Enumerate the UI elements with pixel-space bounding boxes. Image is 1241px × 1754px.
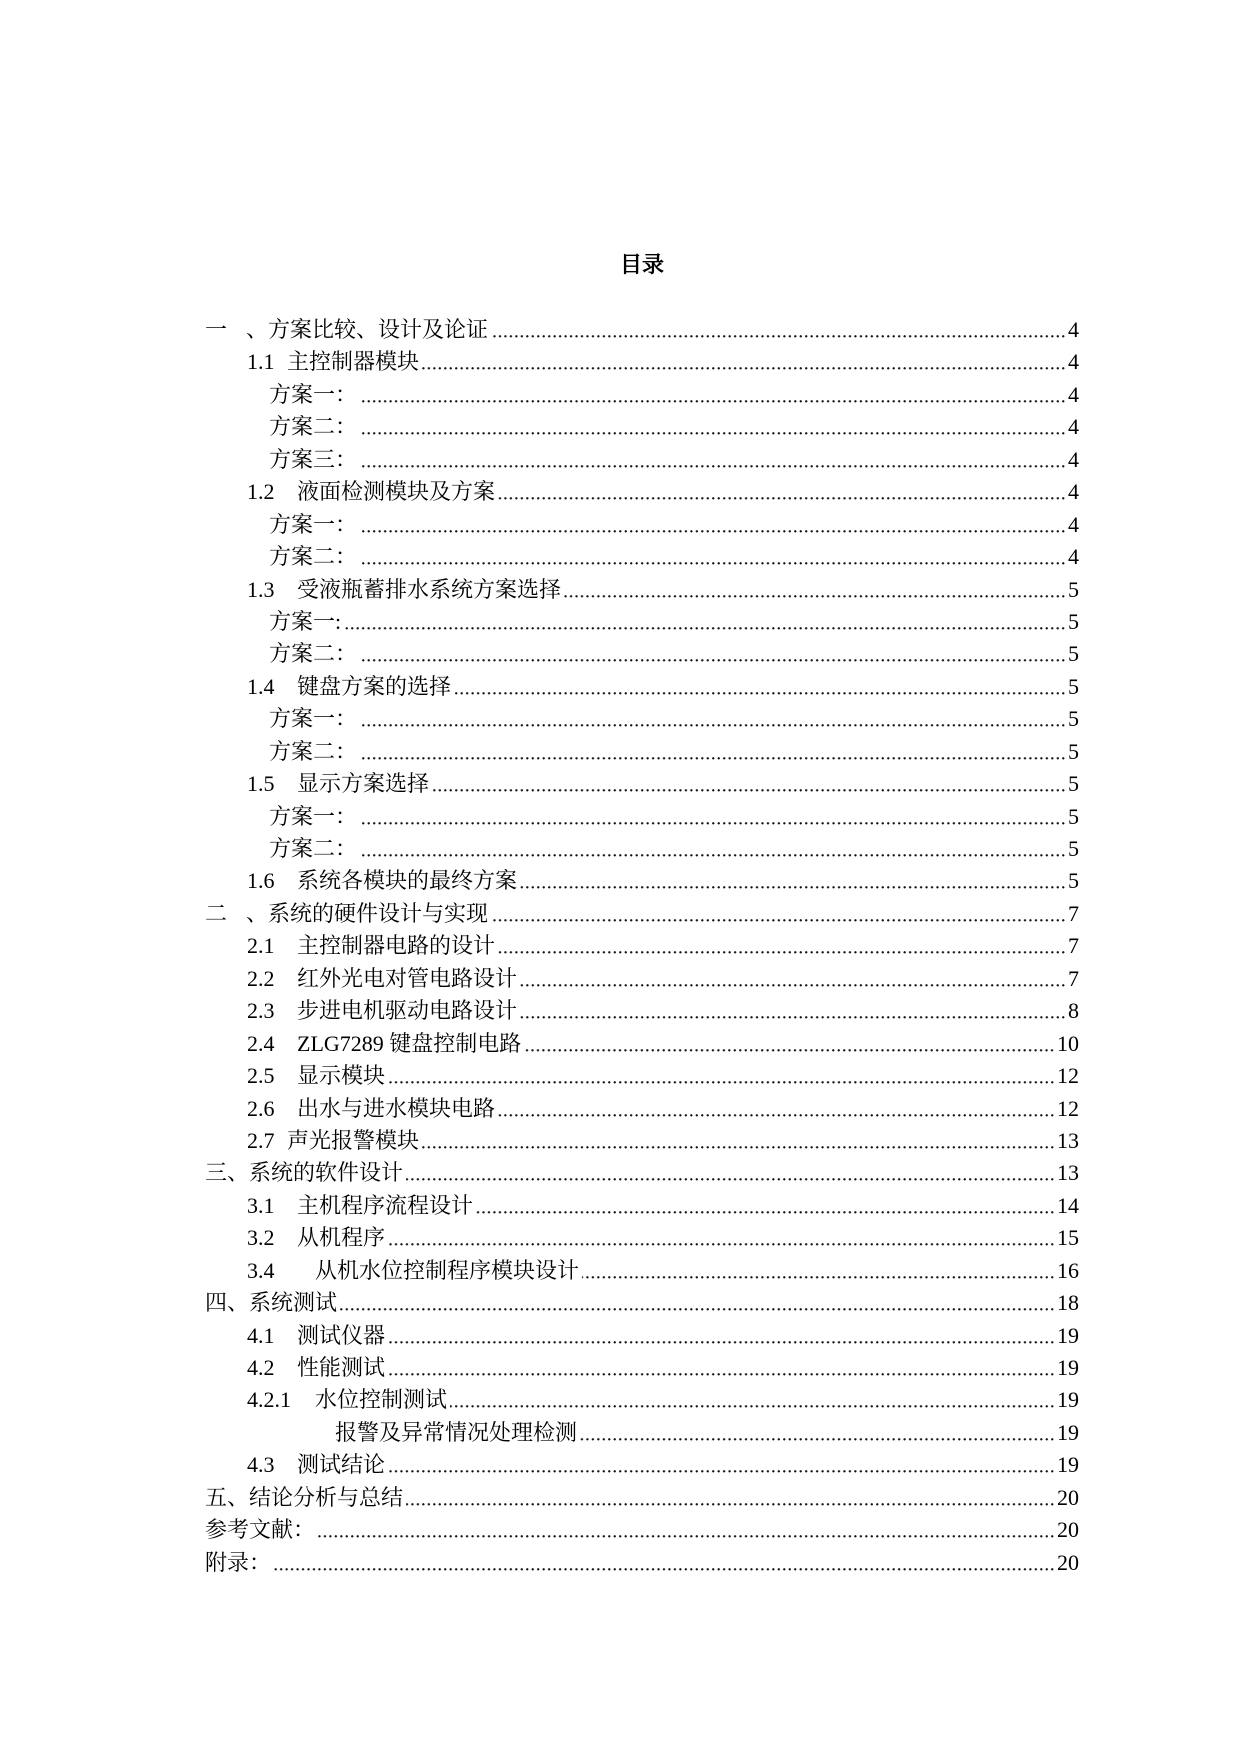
dot-leader [520, 963, 1066, 995]
toc-entry-page-number: 13 [1057, 1160, 1079, 1186]
toc-entry [205, 801, 1079, 833]
toc-entry-page-number: 5 [1068, 576, 1079, 602]
toc-entry-title: 显示方案选择 [297, 771, 430, 797]
toc-entry [205, 1287, 1079, 1319]
dot-leader [388, 1352, 1055, 1384]
toc-entry-page-number: 5 [1068, 608, 1079, 634]
toc-entry-number: 3.4 [247, 1257, 275, 1283]
toc-entry [205, 768, 1079, 800]
toc-entry-title: 报警及异常情况处理检测 [335, 1419, 578, 1445]
toc-entry-page-number: 5 [1068, 803, 1079, 829]
toc-entry-title: 系统各模块的最终方案 [297, 868, 518, 894]
toc-entry-page-number: 20 [1057, 1484, 1079, 1510]
dot-leader [582, 1255, 1055, 1287]
toc-entry-title: 、系统的硬件设计与实现 [246, 900, 489, 926]
toc-entry-page-number: 18 [1057, 1290, 1079, 1316]
toc-entry-page-number: 5 [1068, 706, 1079, 732]
toc-entry [205, 379, 1079, 411]
dot-leader [340, 1287, 1055, 1319]
toc-entry-title: 方案一: [269, 608, 342, 634]
toc-entry-page-number: 12 [1057, 1095, 1079, 1121]
toc-entry-page-number: 4 [1068, 381, 1079, 407]
dot-leader [520, 865, 1066, 897]
toc-entry [205, 671, 1079, 703]
toc-entry [205, 1352, 1079, 1384]
toc-entry [205, 963, 1079, 995]
toc-entry-title: 方案三： [269, 446, 358, 472]
toc-entry-number: 1.6 [247, 868, 275, 894]
toc-entry-page-number: 8 [1068, 998, 1079, 1024]
toc-entry [205, 833, 1079, 865]
dot-leader [524, 1028, 1055, 1060]
toc-entry [205, 1093, 1079, 1125]
toc-list [205, 314, 1079, 1579]
toc-entry-page-number: 4 [1068, 446, 1079, 472]
toc-entry-page-number: 7 [1068, 933, 1079, 959]
toc-entry-title: 主控制器模块 [287, 349, 420, 375]
toc-entry-page-number: 4 [1068, 414, 1079, 440]
toc-entry-page-number: 5 [1068, 868, 1079, 894]
toc-entry-title: 方案一： [269, 511, 358, 537]
toc-entry-title: 键盘方案的选择 [297, 673, 452, 699]
toc-entry-page-number: 10 [1057, 1030, 1079, 1056]
toc-entry [205, 898, 1079, 930]
toc-entry [205, 736, 1079, 768]
toc-entry [205, 1060, 1079, 1092]
toc-entry [205, 1255, 1079, 1287]
toc-entry [205, 541, 1079, 573]
toc-entry-page-number: 19 [1057, 1452, 1079, 1478]
dot-leader [491, 898, 1066, 930]
dot-leader [498, 476, 1066, 508]
toc-entry [205, 476, 1079, 508]
dot-leader [422, 346, 1066, 378]
toc-entry-page-number: 4 [1068, 544, 1079, 570]
dot-leader [432, 768, 1066, 800]
toc-entry-page-number: 15 [1057, 1225, 1079, 1251]
toc-entry-number: 1.5 [247, 771, 275, 797]
dot-leader [388, 1320, 1055, 1352]
toc-entry [205, 1190, 1079, 1222]
dot-leader [318, 1514, 1055, 1546]
dot-leader [360, 736, 1066, 768]
toc-entry-title: 液面检测模块及方案 [297, 479, 496, 505]
toc-entry-page-number: 5 [1068, 641, 1079, 667]
dot-leader [406, 1157, 1055, 1189]
toc-entry-page-number: 5 [1068, 738, 1079, 764]
toc-entry-page-number: 4 [1068, 349, 1079, 375]
toc-entry-title: 三、系统的软件设计 [205, 1160, 404, 1186]
dot-leader [580, 1417, 1055, 1449]
toc-entry-title: 方案二： [269, 544, 358, 570]
toc-entry-page-number: 16 [1057, 1257, 1079, 1283]
toc-entry-number: 4.2 [247, 1355, 275, 1380]
toc-entry [205, 444, 1079, 476]
toc-entry-title: 水位控制测试 [315, 1387, 448, 1413]
toc-entry-page-number: 4 [1068, 317, 1079, 342]
toc-entry [205, 1482, 1079, 1514]
toc-entry [205, 865, 1079, 897]
toc-entry-number: 2.6 [247, 1095, 275, 1121]
toc-entry-page-number: 19 [1057, 1355, 1079, 1380]
toc-entry [205, 1547, 1079, 1579]
toc-entry-number: 3.2 [247, 1225, 275, 1251]
toc-entry-title: 方案二： [269, 738, 358, 764]
toc-entry-number: 1.2 [247, 479, 275, 505]
toc-entry-page-number: 20 [1057, 1549, 1079, 1575]
dot-leader [360, 444, 1066, 476]
toc-entry [205, 1417, 1079, 1449]
toc-entry-title: 主控制器电路的设计 [297, 933, 496, 959]
toc-entry-page-number: 13 [1057, 1127, 1079, 1153]
toc-entry-number: 4.3 [247, 1452, 275, 1478]
toc-entry-title: 参考文献： [205, 1517, 316, 1543]
toc-entry-title: 从机程序 [297, 1225, 386, 1251]
toc-entry [205, 1157, 1079, 1189]
toc-entry-title: ZLG7289 键盘控制电路 [297, 1030, 522, 1056]
toc-entry-page-number: 5 [1068, 673, 1079, 699]
dot-leader [406, 1482, 1055, 1514]
toc-entry [205, 314, 1079, 346]
dot-leader [422, 1125, 1055, 1157]
dot-leader [360, 411, 1066, 443]
toc-entry [205, 1449, 1079, 1481]
toc-entry-title: 出水与进水模块电路 [297, 1095, 496, 1121]
dot-leader [520, 995, 1066, 1027]
toc-entry-title: 方案一： [269, 803, 358, 829]
dot-leader [360, 833, 1066, 865]
toc-entry [205, 1028, 1079, 1060]
toc-entry [205, 1320, 1079, 1352]
toc-entry [205, 638, 1079, 670]
toc-entry-page-number: 19 [1057, 1322, 1079, 1348]
dot-leader [498, 1093, 1055, 1125]
toc-entry-title: 从机水位控制程序模块设计 [315, 1257, 580, 1283]
toc-entry-title: 性能测试 [297, 1355, 386, 1380]
toc-entry-title: 声光报警模块 [287, 1127, 420, 1153]
toc-entry [205, 411, 1079, 443]
toc-entry-title: 方案二： [269, 414, 358, 440]
toc-entry-page-number: 5 [1068, 836, 1079, 861]
toc-entry-page-number: 19 [1057, 1387, 1079, 1413]
toc-entry [205, 1125, 1079, 1157]
toc-entry-page-number: 7 [1068, 965, 1079, 991]
toc-entry-page-number: 5 [1068, 771, 1079, 797]
toc-entry-title: 主机程序流程设计 [297, 1192, 474, 1218]
toc-entry-title: 测试结论 [297, 1452, 386, 1478]
toc-entry-number: 1.1 [247, 349, 275, 375]
dot-leader [388, 1060, 1055, 1092]
toc-entry-title: 四、系统测试 [205, 1290, 338, 1316]
dot-leader [360, 703, 1066, 735]
dot-leader [360, 379, 1066, 411]
toc-entry [205, 509, 1079, 541]
toc-entry-title: 方案二： [269, 836, 358, 861]
toc-entry-page-number: 14 [1057, 1192, 1079, 1218]
toc-entry-title: 步进电机驱动电路设计 [297, 998, 518, 1024]
toc-entry [205, 1514, 1079, 1546]
toc-entry-number: 1.3 [247, 576, 275, 602]
toc-entry-title: 红外光电对管电路设计 [297, 965, 518, 991]
toc-entry-number: 2.4 [247, 1030, 275, 1056]
toc-entry-number: 一 [205, 317, 228, 342]
dot-leader [491, 314, 1066, 346]
toc-entry [205, 703, 1079, 735]
toc-entry-title: 附录： [205, 1549, 272, 1575]
toc-title: 目录 [619, 252, 664, 277]
toc-entry [205, 1222, 1079, 1254]
toc-entry-page-number: 7 [1068, 900, 1079, 926]
dot-leader [476, 1190, 1055, 1222]
dot-leader [388, 1449, 1055, 1481]
toc-entry-number: 4.2.1 [247, 1387, 291, 1413]
toc-entry-number: 3.1 [247, 1192, 275, 1218]
toc-entry-page-number: 20 [1057, 1517, 1079, 1543]
toc-entry-title: 方案一： [269, 381, 358, 407]
dot-leader [564, 574, 1066, 606]
dot-leader [344, 606, 1066, 638]
dot-leader [450, 1384, 1055, 1416]
toc-entry-number: 1.4 [247, 673, 275, 699]
dot-leader [454, 671, 1066, 703]
toc-entry-title: 五、结论分析与总结 [205, 1484, 404, 1510]
toc-entry [205, 574, 1079, 606]
dot-leader [274, 1547, 1055, 1579]
dot-leader [388, 1222, 1055, 1254]
toc-entry [205, 1384, 1079, 1416]
toc-entry-page-number: 4 [1068, 479, 1079, 505]
dot-leader [498, 930, 1066, 962]
toc-entry-title: 受液瓶蓄排水系统方案选择 [297, 576, 562, 602]
toc-entry-number: 2.3 [247, 998, 275, 1024]
toc-entry-title: 方案一： [269, 706, 358, 732]
dot-leader [360, 509, 1066, 541]
toc-entry-number: 4.1 [247, 1322, 275, 1348]
toc-entry-number: 2.1 [247, 933, 275, 959]
toc-entry-number: 2.2 [247, 965, 275, 991]
toc-entry-page-number: 19 [1057, 1419, 1079, 1445]
toc-entry-number: 二 [205, 900, 228, 926]
toc-entry [205, 995, 1079, 1027]
toc-entry-title: 测试仪器 [297, 1322, 386, 1348]
dot-leader [360, 638, 1066, 670]
toc-entry-title: 显示模块 [297, 1063, 386, 1089]
dot-leader [360, 801, 1066, 833]
dot-leader [360, 541, 1066, 573]
toc-entry-number: 2.5 [247, 1063, 275, 1089]
toc-entry [205, 930, 1079, 962]
toc-entry-page-number: 4 [1068, 511, 1079, 537]
toc-entry [205, 606, 1079, 638]
toc-entry-page-number: 12 [1057, 1063, 1079, 1089]
toc-entry-title: 方案二： [269, 641, 358, 667]
toc-entry-number: 2.7 [247, 1127, 275, 1153]
toc-entry [205, 346, 1079, 378]
toc-entry-title: 、方案比较、设计及论证 [246, 317, 489, 342]
